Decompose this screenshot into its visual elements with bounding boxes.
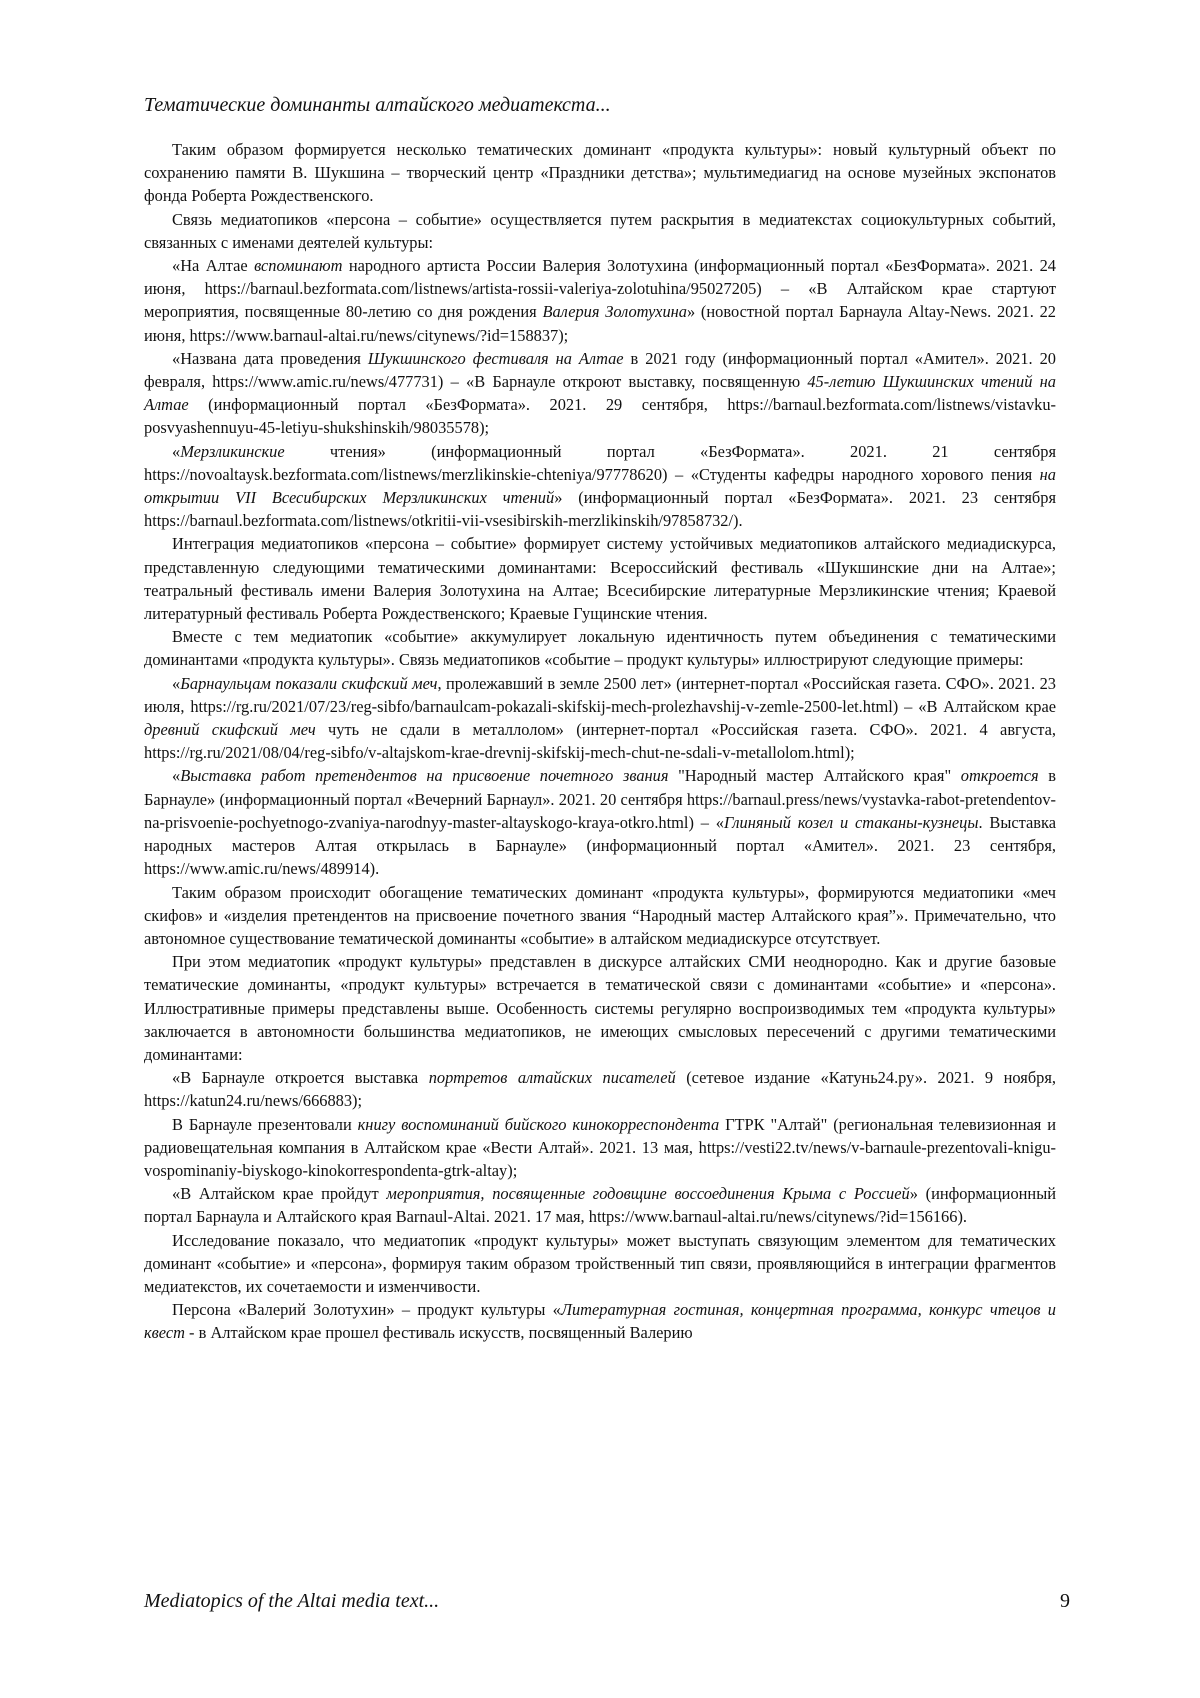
- text-run: , пролежавший в земле 2500 лет» (интернет-портал «Российская газета. СФО». 2021. 23 июля, https://rg.ru/2021/07/23/reg-sibfo/barnaulcam-pokazali-skifskij-mech-prolezhavshij-v-zemle-2500-let.html) – «В Алтайском крае: [144, 673, 1056, 716]
- text-run: » (новостной портал Барнаула Altay-News. 2021. 22 июня, https://www.barnaul-altai.ru/news/citynews/?id=158837);: [144, 302, 1056, 345]
- italic-run: Литературная гостиная, концертная программа, конкурс чтецов и квест: [144, 1300, 1056, 1343]
- italic-run: на открытии VII Всесибирских Мерзликинских чтений: [144, 464, 1056, 508]
- text-run: (сетевое издание «Катунь24.ру». 2021. 9 ноября, https://katun24.ru/news/666883);: [144, 1068, 1056, 1111]
- text-run: чуть не сдали в металлолом» (интернет-портал «Российская газета. СФО». 2021. 4 августа, https://rg.ru/2021/08/04/reg-sibfo/v-altajskom-krae-drevnij-skifskij-mech-chut-ne-sdali-v-metallolom.html);: [144, 720, 1056, 763]
- italic-run: откроется: [960, 766, 1039, 786]
- paragraph: [144, 347, 1056, 440]
- italic-run: Валерия Золотухина: [542, 302, 687, 322]
- paragraph: [144, 764, 1056, 880]
- article-body: [144, 138, 1056, 1345]
- paragraph: [144, 208, 1056, 254]
- text-run: Интеграция медиатопиков «персона – событие» формирует систему устойчивых медиатопиков алтайского медиадискурса, представленную следующими тематическими доминантами: Всероссийский фестиваль «Шукшинские дни на Алтае»; театральный фестиваль имени Валерия Золотухина на Алтае; Всесибирские литературные Мерзликинские чтения; Краевой литературный фестиваль Роберта Рождественского; Краевые Гущинские чтения.: [144, 534, 1056, 624]
- text-run: . Выставка народных мастеров Алтая открылась в Барнауле» (информационный портал «Амител». 2021. 23 сентября, https://www.amic.ru/news/489914).: [144, 812, 1056, 879]
- text-run: Исследование показало, что медиатопик «продукт культуры» может выступать связующим элементом для тематических доминант «событие» и «персона», формируя таким образом тройственный тип связи, проявляющийся в интеграции фрагментов медиатекстов, их сочетаемости и изменчивости.: [144, 1230, 1056, 1296]
- text-run: чтения» (информационный портал «БезФормата». 2021. 21 сентября https://novoaltaysk.bezformata.com/listnews/merzlikinskie-chteniya/97778620) – «Студенты кафедры народного хорового пения: [144, 441, 1056, 484]
- paragraph: [144, 881, 1056, 951]
- paragraph: [144, 532, 1056, 625]
- running-header-title: Тематические доминанты алтайского медиатекста...: [144, 94, 611, 116]
- text-run: «: [172, 441, 181, 461]
- italic-run: 45-летию Шукшинских чтений на Алтае: [144, 372, 1056, 415]
- text-run: народного артиста России Валерия Золотухина (информационный портал «БезФормата». 2021. 24 июня, https://barnaul.bezformata.com/listnews/artista-rossii-valeriya-zolotuhina/95027205) – «В Алтайском крае стартуют мероприятия, посвященные 80-летию со дня рождения: [144, 256, 1057, 322]
- italic-run: мероприятия, посвященные годовщине воссоединения Крыма с Россией: [386, 1184, 910, 1204]
- italic-run: портретов алтайских писателей: [428, 1068, 676, 1088]
- italic-run: Мерзликинские: [180, 441, 285, 461]
- text-run: «: [172, 766, 181, 786]
- italic-run: древний скифский меч: [144, 720, 316, 740]
- paragraph: [144, 254, 1056, 347]
- italic-run: Глиняный козел и стаканы-кузнецы: [723, 812, 979, 832]
- text-run: в 2021 году (информационный портал «Амител». 2021. 20 февраля, https://www.amic.ru/news/477731) – «В Барнауле откроют выставку, посвященную: [144, 348, 1056, 392]
- text-run: Таким образом происходит обогащение тематических доминант «продукта культуры», формируются медиатопики «меч скифов» и «изделия претендентов на присвоение почетного звания “Народный мастер Алтайского края”». Примечательно, что автономное существование тематической доминанты «событие» в алтайском медиадискурсе отсутствует.: [144, 882, 1056, 948]
- paragraph: [144, 440, 1056, 533]
- text-run: ГТРК "Алтай" (региональная телевизионная и радиовещательная компания в Алтайском крае «Вести Алтай». 2021. 13 мая, https://vesti22.tv/news/v-barnaule-prezentovali-knigu-vospominaniy-biyskogo-kinokorrespondenta-gtrk-altay);: [144, 1114, 1057, 1180]
- text-run: При этом медиатопик «продукт культуры» представлен в дискурсе алтайских СМИ неоднородно. Как и другие базовые тематические доминанты, «продукт культуры» встречается в тематической связи с доминантами «событие» и «персона». Иллюстративные примеры представлены выше. Особенность системы регулярно воспроизводимых тем «продукта культуры» заключается в автономности большинства медиатопиков, не имеющих смысловых пересечений с другими тематическими доминантами:: [144, 952, 1056, 1064]
- text-run: » (информационный портал «БезФормата». 2021. 23 сентября https://barnaul.bezformata.com/listnews/otkritii-vii-vsesibirskih-merzlikinskih/97858732/).: [144, 488, 1056, 531]
- italic-run: Выставка работ претендентов на присвоение почетного звания: [180, 766, 669, 786]
- text-run: Вместе с тем медиатопик «событие» аккумулирует локальную идентичность путем объединения с тематическими доминантами «продукта культуры». Связь медиатопиков «событие – продукт культуры» иллюстрируют следующие примеры:: [144, 627, 1056, 670]
- text-run: » (информационный портал Барнаула и Алтайского края Barnaul-Altai. 2021. 17 мая, https://www.barnaul-altai.ru/news/citynews/?id=156166).: [144, 1184, 1056, 1227]
- paragraph: [144, 950, 1056, 1066]
- paragraph: [144, 1229, 1056, 1299]
- paragraph: [144, 1298, 1056, 1344]
- text-run: "Народный мастер Алтайского края": [668, 766, 961, 786]
- text-run: «На Алтае: [172, 256, 255, 276]
- text-run: Таким образом формируется несколько тематических доминант «продукта культуры»: новый культурный объект по сохранению памяти В. Шукшина – творческий центр «Праздники детства»; мультимедиагид на основе музейных экспонатов фонда Роберта Рождественского.: [144, 140, 1056, 206]
- page-number: 9: [1060, 1590, 1070, 1612]
- paragraph: [144, 1066, 1056, 1112]
- paragraph: [144, 138, 1056, 208]
- paragraph: [144, 1182, 1056, 1228]
- text-run: В Барнауле презентовали: [172, 1114, 358, 1134]
- paragraph: [144, 672, 1056, 765]
- italic-run: Шукшинского фестиваля на Алтае: [367, 348, 624, 368]
- text-run: «В Алтайском крае пройдут: [172, 1184, 387, 1204]
- text-run: Связь медиатопиков «персона – событие» осуществляется путем раскрытия в медиатекстах социокультурных событий, связанных с именами деятелей культуры:: [144, 209, 1056, 252]
- text-run: (информационный портал «БезФормата». 2021. 29 сентября, https://barnaul.bezformata.com/listnews/vistavku-posvyashennuyu-45-letiyu-shukshinskih/98035578);: [144, 395, 1056, 438]
- text-run: в Барнауле» (информационный портал «Вечерний Барнаул». 2021. 20 сентября https://barnaul.press/news/vystavka-rabot-pretendentov-na-prisvoenie-pochyetnogo-zvaniya-narodnyy-master-altayskogo-kraya-otkro.html) – «: [144, 766, 1056, 832]
- text-run: «Названа дата проведения: [172, 348, 368, 368]
- text-run: - в Алтайском крае прошел фестиваль искусств, посвященный Валерию: [184, 1323, 693, 1343]
- italic-run: Барнаульцам показали скифский меч: [180, 673, 438, 693]
- paragraph: [144, 1113, 1056, 1183]
- text-run: «В Барнауле откроется выставка: [172, 1068, 429, 1088]
- text-run: «: [172, 673, 181, 693]
- text-run: Персона «Валерий Золотухин» – продукт культуры «: [172, 1300, 561, 1320]
- paragraph: [144, 625, 1056, 671]
- italic-run: вспоминают: [254, 256, 343, 276]
- running-footer-title: Mediatopics of the Altai media text...: [144, 1590, 440, 1612]
- italic-run: книгу воспоминаний бийского кинокорреспондента: [357, 1114, 720, 1134]
